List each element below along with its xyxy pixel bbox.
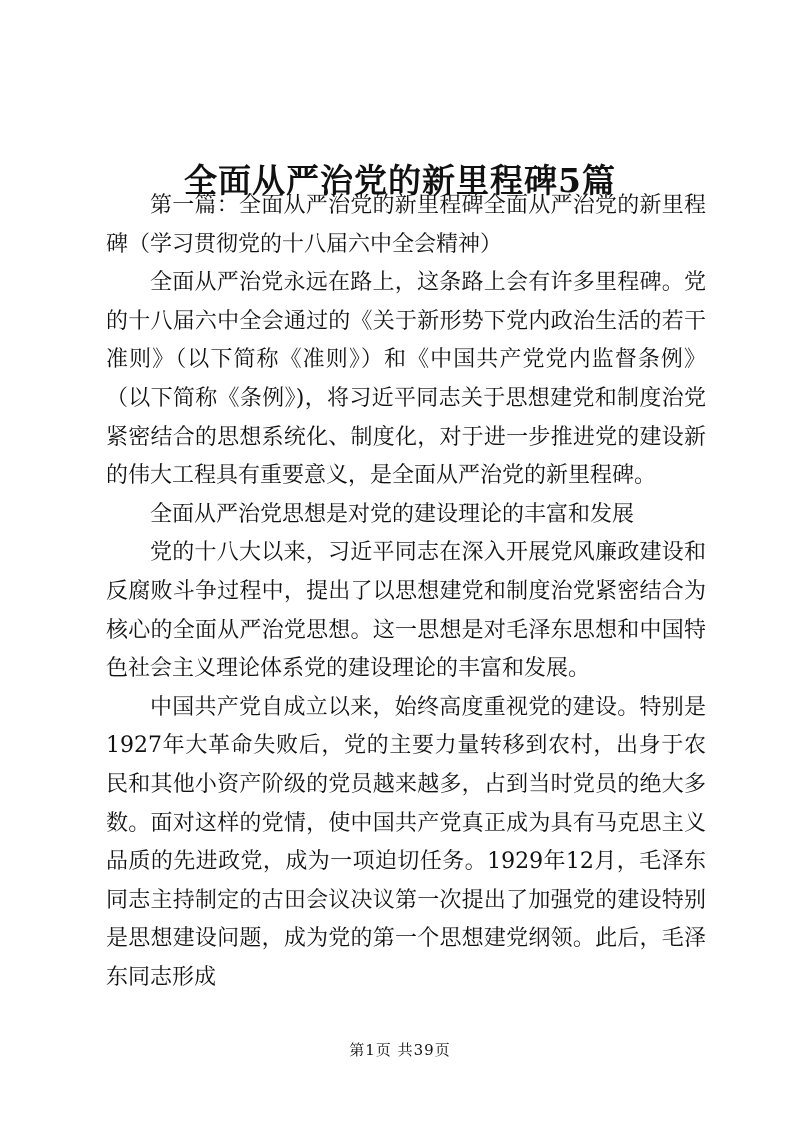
- document-body: [106, 187, 706, 997]
- document-title: 全面从严治党的新里程碑5篇: [184, 161, 616, 201]
- page-footer: 第1页 共39页: [349, 1041, 451, 1059]
- paragraph-heading: 全面从严治党思想是对党的建设理论的丰富和发展: [150, 501, 635, 527]
- paragraph-body: 党的十八大以来，习近平同志在深入开展党风廉政建设和反腐败斗争过程中，提出了以思想建党和制度治党紧密结合为核心的全面从严治党思想。这一思想是对毛泽东思想和中国特色社会主义理论体系党的建设理论的丰富和发展。: [106, 540, 706, 682]
- paragraph-intro: 全面从严治党永远在路上，这条路上会有许多里程碑。党的十八届六中全会通过的《关于新形势下党内政治生活的若干准则》（以下简称《准则》）和《中国共产党党内监督条例》（以下简称《条例》)，将习近平同志关于思想建党和制度治党紧密结合的思想系统化、制度化，对于进一步推进党的建设新的伟大工程具有重要意义，是全面从严治党的新里程碑。: [106, 270, 706, 489]
- paragraph-body: 中国共产党自成立以来，始终高度重视党的建设。特别是1927年大革命失败后，党的主要力量转移到农村，出身于农民和其他小资产阶级的党员越来越多，占到当时党员的绝大多数。面对这样的党情，使中国共产党真正成为具有马克思主义品质的先进政党，成为一项迫切任务。1929年12月，毛泽东同志主持制定的古田会议决议第一次提出了加强党的建设特别是思想建设问题，成为党的第一个思想建党纲领。此后，毛泽东同志形成: [106, 694, 706, 990]
- paragraph-subtitle: 第一篇：全面从严治党的新里程碑全面从严治党的新里程碑（学习贯彻党的十八届六中全会精神）: [106, 193, 706, 257]
